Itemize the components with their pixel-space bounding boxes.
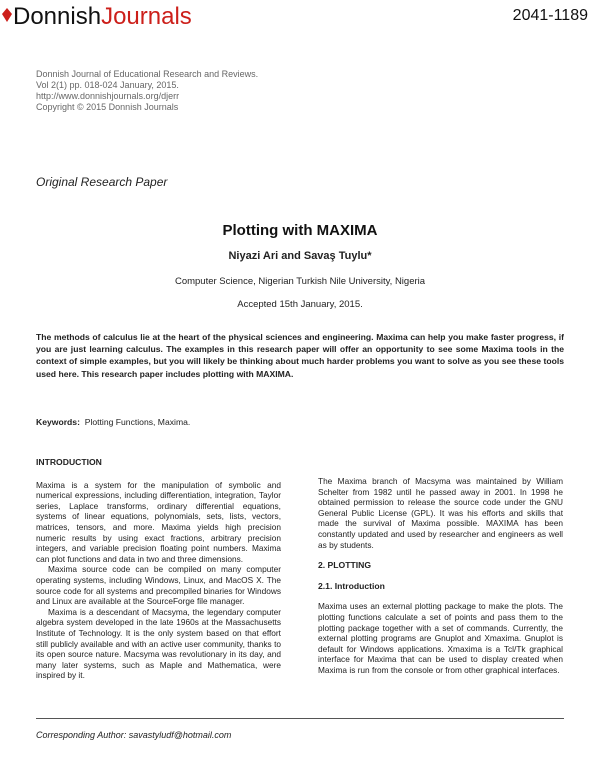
keywords-text: Plotting Functions, Maxima. [84,417,191,427]
journal-header [0,0,600,32]
maxima-history-paragraph: The Maxima branch of Macsyma was maintained by William Schelter from 1982 until he passed away in 2001. In 1998 he obtained permission to release the source code under the GNU General Public License (GPL). It was his efforts and skills that made the survival of Maxima possible. MAXIMA has been constantly updated and used by researcher and engineers as well as by students. [318,476,563,550]
author-affiliation: Computer Science, Nigerian Turkish Nile University, Nigeria [174,276,426,287]
keywords [36,417,190,427]
subsection-heading-introduction: 2.1. Introduction [318,580,385,591]
issn-number: 2041-1189 [512,7,588,24]
journal-volume: Vol 2(1) pp. 018-024 January, 2015. [36,80,179,90]
section-heading-introduction: INTRODUCTION [36,457,102,467]
plotting-paragraph-1: Maxima uses an external plotting package to make the plots. The plotting functions calculate a set of points and pass them to the plotting package together with a set of commands. Currently, the external plotting programs are Gnuplot and Xmaxima. Gnuplot is default for Windows applications. Xmaxima is a Tcl/Tk graphical interface for Maxima that can be used to display created when Maxima is run from the console or from other graphical interfaces. [318,601,563,675]
logo-text-donnish: Donnish [13,3,102,30]
intro-paragraph-3: Maxima is a descendant of Macsyma, the legendary computer algebra system developed in the late 1960s at the Massachusetts Institute of Technology. It is the only system based on that effort still publicly available and with an active user community, thanks to its open source nature. Macsyma was revolutionary in its day, and many later systems, such as Maple and Mathematica, were inspired by it. [36,606,281,681]
paper-type: Original Research Paper [36,175,168,189]
journal-citation [36,69,336,113]
left-column [36,457,281,681]
corresponding-author-footnote: Corresponding Author: savastyludf@hotmail.com [36,730,232,740]
intro-paragraph-1: Maxima is a system for the manipulation of symbolic and numerical expressions, including differentiation, integration, Taylor series, Laplace transforms, ordinary differential equations, systems of linear equations, polynomials, sets, lists, vectors, matrices, tensors, and more. Maxima yields high precision numeric results by using exact fractions, arbitrary precision integers, and variable precision floating point numbers. Maxima can plot functions and data in two and three dimensions. [36,479,281,564]
paper-authors: Niyazi Ari and Savaş Tuylu* [228,250,372,262]
paper-title: Plotting with MAXIMA [222,222,378,239]
keywords-label: Keywords: [36,417,80,427]
journal-logo [2,3,192,31]
logo-mark-icon [2,8,12,22]
logo-text-journals: Journals [101,3,192,30]
footnote-divider [36,718,564,719]
intro-paragraph-2: Maxima source code can be compiled on many computer operating systems, including Windows, Linux, and MacOS X. The source code for all systems and precompiled binaries for Windows and Linux are available at the SourceForge file manager. [36,564,281,607]
right-column [318,476,563,676]
journal-name: Donnish Journal of Educational Research and Reviews. [36,69,259,79]
section-heading-plotting: 2. PLOTTING [318,560,371,571]
journal-url[interactable]: http://www.donnishjournals.org/djerr [36,91,180,101]
abstract: The methods of calculus lie at the heart of the physical sciences and engineering. Maxima can help you make faster progress, if you are just learning calculus. The examples in this research paper will offer an opportunity to see some Maxima tools in the context of simple examples, but you will likely be thinking about much harder problems you want to solve as you see these tools used here. This research paper includes plotting with MAXIMA. [36,332,564,379]
accepted-date: Accepted 15th January, 2015. [237,299,363,310]
journal-copyright: Copyright © 2015 Donnish Journals [36,102,179,112]
